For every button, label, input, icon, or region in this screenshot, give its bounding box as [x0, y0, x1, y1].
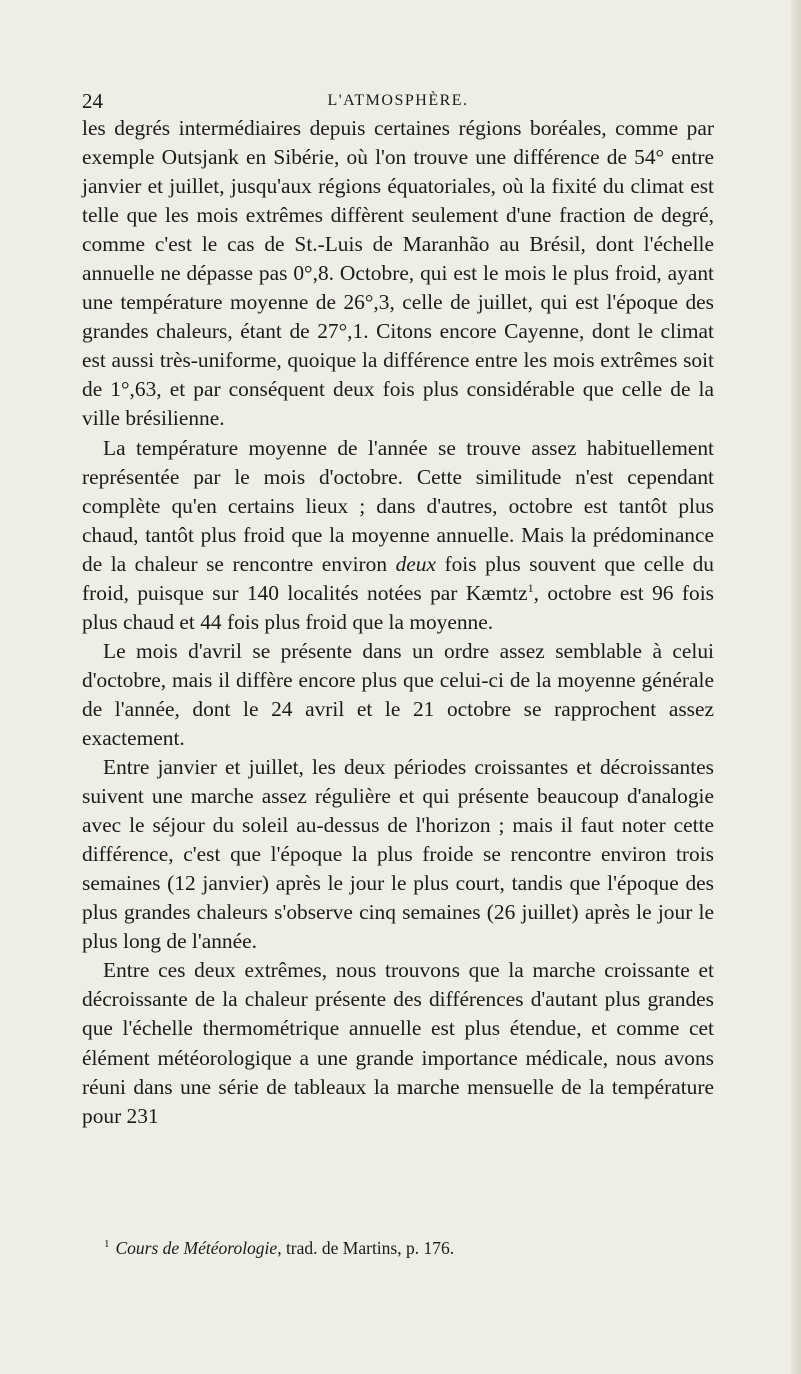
paragraph-2-text-after: , octobre est 96 fois plus chaud et 44 fois plus froid que la moyenne.: [82, 580, 714, 634]
paragraph-2: [82, 434, 714, 637]
page-header: [82, 86, 714, 116]
footnote-title: Cours de Météorologie: [115, 1238, 278, 1258]
paragraph-5: Entre ces deux extrêmes, nous trouvons que la marche croissante et décroissante de la chaleur présente des différences d'autant plus grandes que l'échelle thermométrique annuelle est plus étendue, et comme cet élément météorologique a une grande importance médicale, nous avons réuni dans une série de tableaux la marche mensuelle de la température pour 231: [82, 958, 714, 1128]
footnote-text: , trad. de Martins, p. 176.: [277, 1238, 455, 1258]
page-edge-shadow: [791, 0, 801, 1374]
paragraph-2-text-middle: fois plus souvent que celle du froid, puisque sur 140 localités notées par Kæmtz: [82, 551, 714, 605]
paragraph-4: Entre janvier et juillet, les deux périodes croissantes et décroissantes suivent une marche assez régulière et qui présente beaucoup d'analogie avec le séjour du soleil au-dessus de l'horizon ; mais il faut noter cette différence, c'est que l'époque la plus froide se rencontre environ trois semaines (12 janvier) après le jour le plus court, tandis que l'époque des plus grandes chaleurs s'observe cinq semaines (26 juillet) après le jour le plus long de l'année.: [82, 755, 714, 954]
paragraph-1: les degrés intermédiaires depuis certaines régions boréales, comme par exemple Outsjank en Sibérie, où l'on trouve une différence de 54° entre janvier et juillet, jusqu'aux régions équatoriales, où la fixité du climat est telle que les mois extrêmes diffèrent seulement d'une fraction de degré, comme c'est le cas de St.-Luis de Maranhão au Brésil, dont l'échelle annuelle ne dépasse pas 0°,8. Octobre, qui est le mois le plus froid, ayant une température moyenne de 26°,3, celle de juillet, qui est l'époque des grandes chaleurs, étant de 27°,1. Citons encore Cayenne, dont le climat est aussi très-uniforme, quoique la différence entre les mois extrêmes soit de 1°,63, et par conséquent deux fois plus considérable que celle de la ville brésilienne.: [82, 116, 714, 431]
footnote-reference[interactable]: 1: [527, 580, 534, 595]
running-head: L'ATMOSPHÈRE.: [327, 92, 469, 109]
body-text: [82, 114, 714, 1131]
page-number: 24: [82, 89, 103, 113]
footnote: [82, 1236, 714, 1260]
paragraph-3: Le mois d'avril se présente dans un ordre assez semblable à celui d'octobre, mais il diffère encore plus que celui-ci de la moyenne générale de l'année, dont le 24 avril et le 21 octobre se rapprochent assez exactement.: [82, 638, 714, 750]
emphasis-deux: deux: [395, 551, 436, 576]
footnote-mark: 1: [104, 1238, 110, 1251]
paragraph-2-text-before: La température moyenne de l'année se trouve assez habituellement représentée par le mois d'octobre. Cette similitude n'est cependant complète qu'en certains lieux ; dans d'autres, octobre est tantôt plus chaud, tantôt plus froid que la moyenne annuelle. Mais la prédominance de la chaleur se rencontre environ: [82, 435, 714, 576]
